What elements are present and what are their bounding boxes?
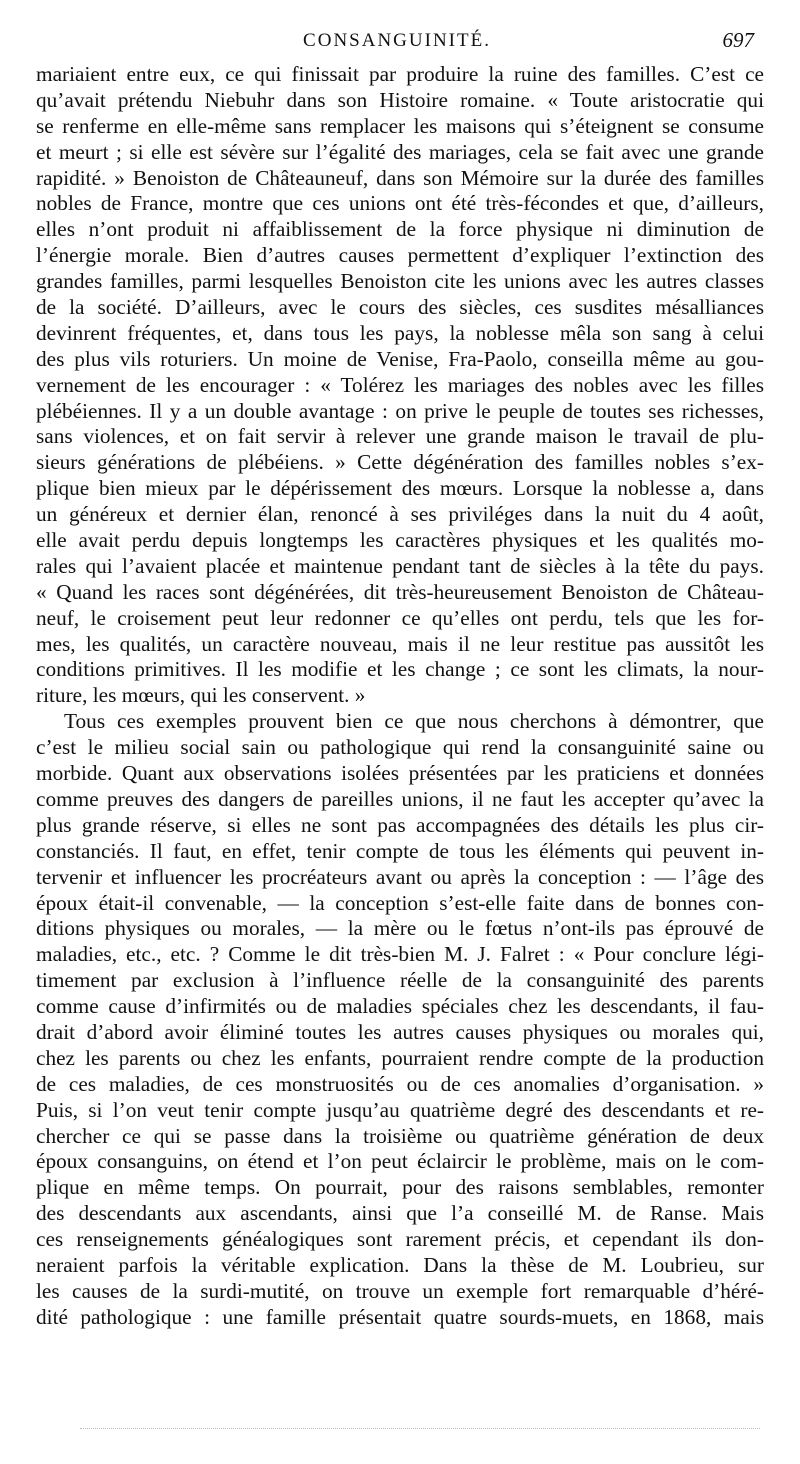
text-line: sans violences, et on fait servir à relever une grande maison le travail de plu- — [36, 424, 764, 449]
page-number: 697 — [722, 28, 754, 52]
text-line: plébéiennes. Il y a un double avantage : on prive le peuple de toutes ses richesses, — [36, 398, 764, 423]
text-line: rales qui l’avaient placée et maintenue pendant tant de siècles à la tête du pays. — [36, 553, 764, 578]
text-line: morbide. Quant aux observations isolées présentées par les praticiens et données — [36, 761, 764, 786]
text-line: chez les parents ou chez les enfants, pourraient rendre compte de la production — [36, 1045, 764, 1070]
text-line: neuf, le croisement peut leur redonner ce qu’elles ont perdu, tels que les for- — [36, 605, 764, 630]
text-line: sieurs générations de plébéiens. » Cette dégénération des familles nobles s’ex- — [36, 450, 764, 475]
text-line: un généreux et dernier élan, renoncé à ses priviléges dans la nuit du 4 août, — [36, 502, 764, 527]
text-line: elle avait perdu depuis longtemps les caractères physiques et les qualités mo- — [36, 528, 764, 553]
text-line: plus grande réserve, si elles ne sont pas accompagnées des détails les plus cir- — [36, 812, 764, 837]
text-line: conditions primitives. Il les modifie et les change ; ce sont les climats, la nour- — [36, 657, 764, 682]
text-line: époux consanguins, on étend et l’on peut éclaircir le problème, mais on le com- — [36, 1149, 764, 1174]
text-line: dité pathologique : une famille présentait quatre sourds-muets, en 1868, mais — [36, 1304, 764, 1329]
text-line: « Quand les races sont dégénérées, dit très-heureusement Benoiston de Château- — [36, 579, 764, 604]
body-text — [36, 62, 764, 1331]
text-line: maladies, etc., etc. ? Comme le dit très-bien M. J. Falret : « Pour conclure légi- — [36, 942, 764, 967]
text-line: nobles de France, montre que ces unions ont été très-fécondes et que, d’ailleurs, — [36, 191, 764, 216]
text-line: mariaient entre eux, ce qui finissait par produire la ruine des familles. C’est ce — [36, 62, 764, 86]
text-line: tervenir et influencer les procréateurs avant ou après la conception : — l’âge des — [36, 864, 764, 889]
text-line: Tous ces exemples prouvent bien ce que nous cherchons à démontrer, que — [64, 709, 764, 734]
text-line: qu’avait prétendu Niebuhr dans son Histoire romaine. « Toute aristocratie qui — [36, 87, 764, 112]
text-line: de la société. D’ailleurs, avec le cours des siècles, ces susdites mésalliances — [36, 295, 764, 320]
text-line: l’énergie morale. Bien d’autres causes permettent d’expliquer l’extinction des — [36, 243, 764, 268]
text-line: constanciés. Il faut, en effet, tenir compte de tous les éléments qui peuvent in- — [36, 838, 764, 863]
text-line: elles n’ont produit ni affaiblissement de la force physique ni diminution de — [36, 217, 764, 242]
text-line: mes, les qualités, un caractère nouveau, mais il ne leur restitue pas aussitôt les — [36, 631, 764, 656]
text-line: ditions physiques ou morales, — la mère ou le fœtus n’ont-ils pas éprouvé de — [36, 916, 764, 941]
text-line: c’est le milieu social sain ou pathologique qui rend la consanguinité saine ou — [36, 735, 764, 760]
text-line: comme cause d’infirmités ou de maladies spéciales chez les descendants, il fau- — [36, 994, 764, 1019]
text-line: époux était-il convenable, — la conception s’est-elle faite dans de bonnes con- — [36, 890, 764, 915]
text-line: de ces maladies, de ces monstruosités ou de ces anomalies d’organisation. » — [36, 1071, 764, 1096]
page-header — [36, 28, 758, 58]
text-line: Puis, si l’on veut tenir compte jusqu’au quatrième degré des descendants et re- — [36, 1097, 764, 1122]
text-line: drait d’abord avoir éliminé toutes les autres causes physiques ou morales qui, — [36, 1019, 764, 1044]
text-line: chercher ce qui se passe dans la troisième ou quatrième génération de deux — [36, 1123, 764, 1148]
text-line: les causes de la surdi-mutité, on trouve un exemple fort remarquable d’héré- — [36, 1278, 764, 1303]
text-line: comme preuves des dangers de pareilles unions, il ne faut les accepter qu’avec la — [36, 786, 764, 811]
text-line: et meurt ; si elle est sévère sur l’égalité des mariages, cela se fait avec une grande — [36, 139, 764, 164]
text-line: devinrent fréquentes, et, dans tous les pays, la noblesse mêla son sang à celui — [36, 320, 764, 345]
text-line: neraient parfois la véritable explication. Dans la thèse de M. Loubrieu, sur — [36, 1252, 764, 1277]
text-line: riture, les mœurs, qui les conservent. » — [36, 683, 366, 708]
running-title: CONSANGUINITÉ. — [303, 30, 491, 51]
text-line: timement par exclusion à l’influence réelle de la consanguinité des parents — [36, 968, 764, 993]
text-line: des descendants aux ascendants, ainsi que l’a conseillé M. de Ranse. Mais — [36, 1201, 764, 1226]
text-line: rapidité. » Benoiston de Châteauneuf, dans son Mémoire sur la durée des familles — [36, 165, 764, 190]
bleed-through-marks — [80, 1428, 760, 1432]
text-line: plique bien mieux par le dépérissement des mœurs. Lorsque la noblesse a, dans — [36, 476, 764, 501]
text-line: grandes familles, parmi lesquelles Benoiston cite les unions avec les autres classes — [36, 269, 764, 294]
text-line: des plus vils roturiers. Un moine de Venise, Fra-Paolo, conseilla même au gou- — [36, 346, 764, 371]
text-line: ces renseignements généalogiques sont rarement précis, et cependant ils don- — [36, 1227, 764, 1252]
text-line: se renferme en elle-même sans remplacer les maisons qui s’éteignent se consume — [36, 113, 764, 138]
text-line: vernement de les encourager : « Tolérez les mariages des nobles avec les filles — [36, 372, 764, 397]
text-line: plique en même temps. On pourrait, pour des raisons semblables, remonter — [36, 1175, 764, 1200]
